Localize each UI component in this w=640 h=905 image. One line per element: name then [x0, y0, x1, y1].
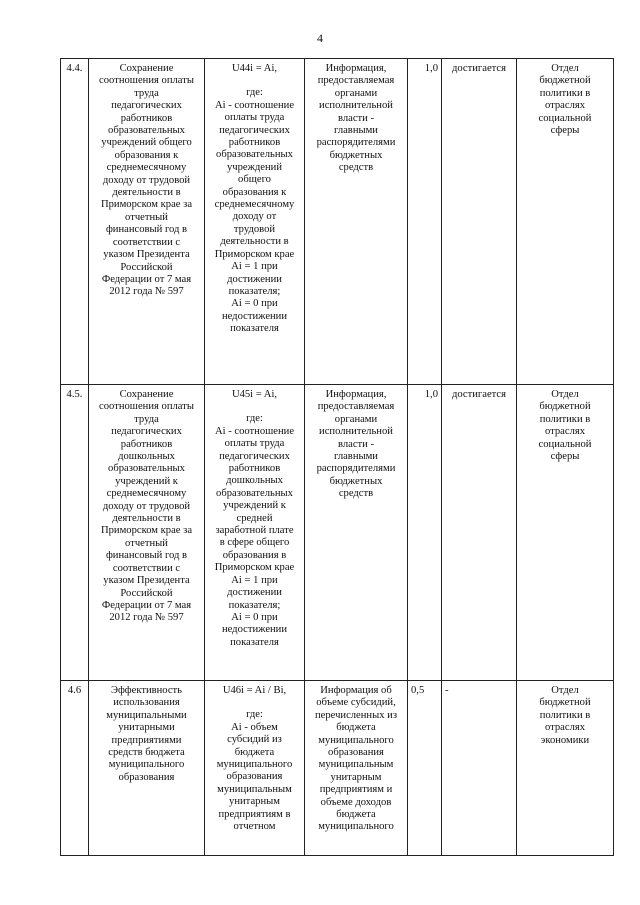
weight-value: 0,5	[408, 681, 442, 856]
row-number: 4.4.	[61, 59, 89, 385]
indicator-name: Сохранение соотношения оплаты труда педагогических работников образовательных учреждений общего образования к среднемесячному доходу от трудовой деятельности в Приморском крае за отчетный финансовый год в соответствии с указом Президента Российской Федерации от 7 мая 2012 года № 597	[89, 59, 205, 385]
indicator-name: Сохранение соотношения оплаты труда педагогических работников дошкольных образовательных учреждений к среднемесячному доходу от трудовой деятельности в Приморском крае за отчетный финансовый год в соответствии с указом Президента Российской Федерации от 7 мая 2012 года № 597	[89, 385, 205, 681]
table-row	[61, 681, 614, 856]
target-value: -	[442, 681, 517, 856]
target-value: достигается	[442, 385, 517, 681]
target-value: достигается	[442, 59, 517, 385]
calculation-formula: U46i = Ai / Bi, где: Ai - объем субсидий из бюджета муниципального образования муниципальным унитарным предприятиям в отчетном	[205, 681, 305, 856]
table-row	[61, 59, 614, 385]
data-source: Информация, предоставляемая органами исполнительной власти - главными распорядителями бюджетных средств	[305, 59, 408, 385]
row-number: 4.6	[61, 681, 89, 856]
page-number: 4	[317, 31, 323, 45]
calculation-formula: U44i = Ai, где: Ai - соотношение оплаты труда педагогических работников образовательных учреждений общего образования к среднемесячному доходу от трудовой деятельности в Приморском крае Ai = 1 при достижении показателя; Ai = 0 при недостижении показателя	[205, 59, 305, 385]
indicators-table	[60, 58, 614, 856]
responsible-department: Отдел бюджетной политики в отраслях социальной сферы	[517, 59, 614, 385]
data-source: Информация об объеме субсидий, перечисленных из бюджета муниципального образования муниципальным унитарным предприятиям и объеме доходов бюджета муниципального	[305, 681, 408, 856]
row-number: 4.5.	[61, 385, 89, 681]
table-row	[61, 385, 614, 681]
responsible-department: Отдел бюджетной политики в отраслях социальной сферы	[517, 385, 614, 681]
responsible-department: Отдел бюджетной политики в отраслях экономики	[517, 681, 614, 856]
calculation-formula: U45i = Ai, где: Ai - соотношение оплаты труда педагогических работников дошкольных образовательных учреждений к средней заработной плате в сфере общего образования в Приморском крае Ai = 1 при достижении показателя; Ai = 0 при недостижении показателя	[205, 385, 305, 681]
data-source: Информация, предоставляемая органами исполнительной власти - главными распорядителями бюджетных средств	[305, 385, 408, 681]
indicator-name: Эффективность использования муниципальными унитарными предприятиями средств бюджета муниципального образования	[89, 681, 205, 856]
weight-value: 1,0	[408, 59, 442, 385]
weight-value: 1,0	[408, 385, 442, 681]
